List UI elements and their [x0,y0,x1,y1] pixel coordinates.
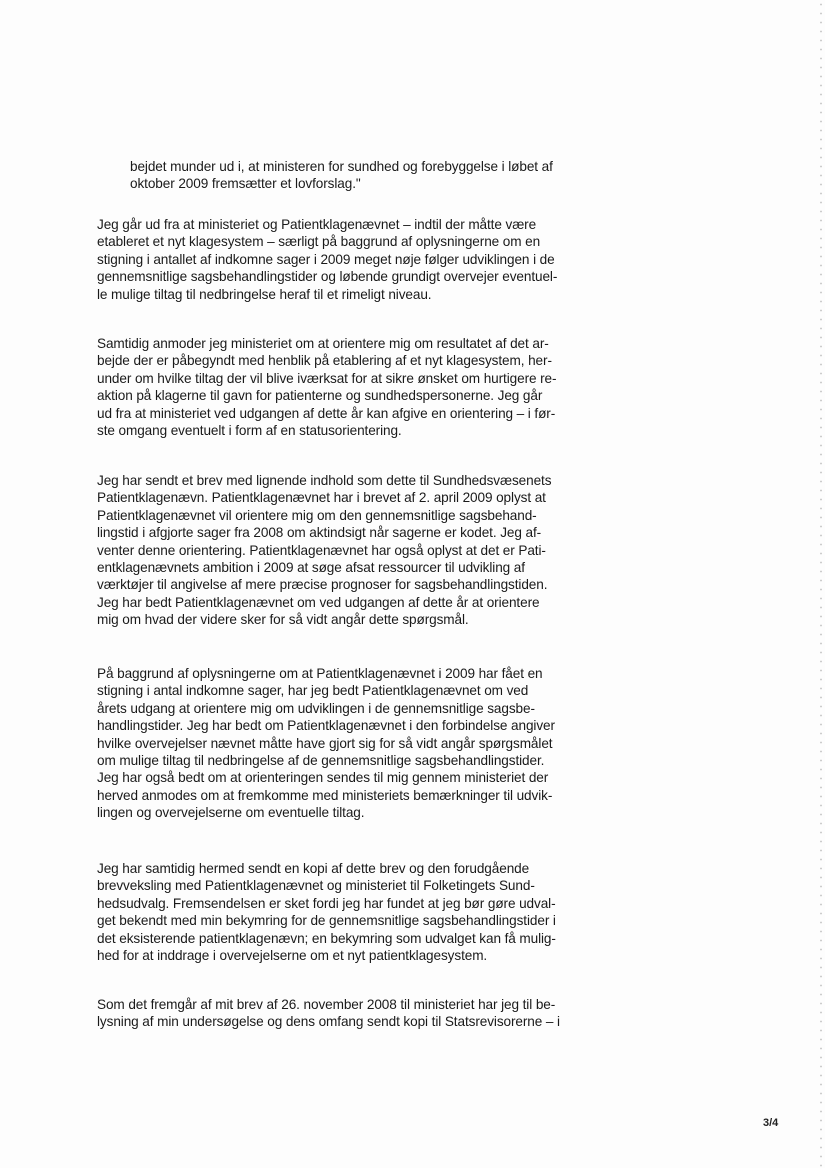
text-line: under om hvilke tiltag der vil blive iværksat for at sikre ønsket om hurtigere re- [97,370,557,386]
text-line: hedsudvalg. Fremsendelsen er sket fordi jeg har fundet at jeg bør gøre udval- [97,895,556,911]
text-line: venter denne orientering. Patientklagenævnet har også oplyst at det er Pati- [97,542,546,558]
text-line: oktober 2009 fremsætter et lovforslag." [130,176,361,192]
text-line: lingen og overvejelserne om eventuelle tiltag. [97,805,365,821]
paragraph-1 [97,216,583,303]
text-line: le mulige tiltag til nedbringelse heraf til et rimeligt niveau. [97,286,432,302]
text-line: Jeg har også bedt om at orienteringen sendes til mig gennem ministeriet der [97,770,549,786]
text-line: gennemsnitlige sagsbehandlingstider og løbende grundigt overvejer eventuel- [97,269,558,285]
paragraph-6 [97,996,583,1031]
text-line: brevveksling med Patientklagenævnet og ministeriet til Folketingets Sund- [97,878,535,894]
text-line: Jeg har sendt et brev med lignende indhold som dette til Sundhedsvæsenets [97,473,552,488]
paragraph-5 [97,860,583,964]
page-number: 3/4 [763,1117,779,1129]
text-line: det eksisterende patientklagenævn; en bekymring som udvalget kan få mulig- [97,930,556,946]
text-line: Samtidig anmoder jeg ministeriet om at orientere mig om resultatet af det ar- [97,336,549,351]
text-line: hed for at inddrage i overvejelserne om et nyt patientklagesystem. [97,948,488,964]
text-line: lingstid i afgjorte sager fra 2008 om aktindsigt når sagerne er kodet. Jeg af- [97,525,542,541]
text-line: årets udgang at orientere mig om udviklingen i de gennemsnitlige sagsbe- [97,700,535,716]
text-line: entklagenævnets ambition i 2009 at søge afsat ressourcer til udvikling af [97,560,525,576]
paragraph-4 [97,665,583,822]
text-line: Patientklagenævn. Patientklagenævnet har i brevet af 2. april 2009 oplyst at [97,490,546,506]
paragraph-3 [97,472,583,629]
text-line: stigning i antallet af indkomne sager i 2009 meget nøje følger udviklingen i de [97,251,555,267]
text-line: På baggrund af oplysningerne om at Patientklagenævnet i 2009 har fået en [97,666,543,681]
text-line: Som det fremgår af mit brev af 26. november 2008 til ministeriet har jeg til be- [97,997,556,1012]
text-line: hvilke overvejelser nævnet måtte have gjort sig for så vidt angår spørgsmålet [97,735,553,751]
text-line: stigning i antal indkomne sager, har jeg bedt Patientklagenævnet om ved [97,683,529,699]
text-line: aktion på klagerne til gavn for patienterne og sundhedspersonerne. Jeg går [97,388,543,404]
text-line: ste omgang eventuelt i form af en statusorientering. [97,423,402,439]
text-line: om mulige tiltag til nedbringelse af de gennemsnitlige sagsbehandlingstider. [97,753,545,769]
text-line: get bekendt med min bekymring for de gennemsnitlige sagsbehandlingstider i [97,913,556,929]
text-line: mig om hvad der videre sker for så vidt angår dette spørgsmål. [97,612,469,628]
text-line: herved anmodes om at fremkomme med ministeriets bemærkninger til udvik- [97,787,553,803]
text-line: lysning af min undersøgelse og dens omfang sendt kopi til Statsrevisorerne – i [97,1014,560,1030]
text-line: etableret et nyt klagesystem – særligt på baggrund af oplysningerne om en [97,234,541,250]
scan-edge-artifact [820,0,822,1168]
text-line: handlingstider. Jeg har bedt om Patientklagenævnet i den forbindelse angiver [97,718,555,734]
text-line: bejdet munder ud i, at ministeren for sundhed og forebyggelse i løbet af [130,159,553,174]
text-line: Jeg har bedt Patientklagenævnet om ved udgangen af dette år at orientere [97,594,540,610]
paragraph-2 [97,335,583,439]
text-line: Jeg går ud fra at ministeriet og Patientklagenævnet – indtil der måtte være [97,217,537,232]
text-line: Patientklagenævnet vil orientere mig om den gennemsnitlige sagsbehand- [97,507,537,523]
text-line: ud fra at ministeriet ved udgangen af dette år kan afgive en orientering – i før- [97,405,556,421]
text-line: værktøjer til angivelse af mere præcise prognoser for sagsbehandlingstiden. [97,577,548,593]
text-line: bejde der er påbegyndt med henblik på etablering af et nyt klagesystem, her- [97,353,552,369]
quote-continuation [130,158,582,193]
text-line: Jeg har samtidig hermed sendt en kopi af dette brev og den forudgående [97,861,530,876]
